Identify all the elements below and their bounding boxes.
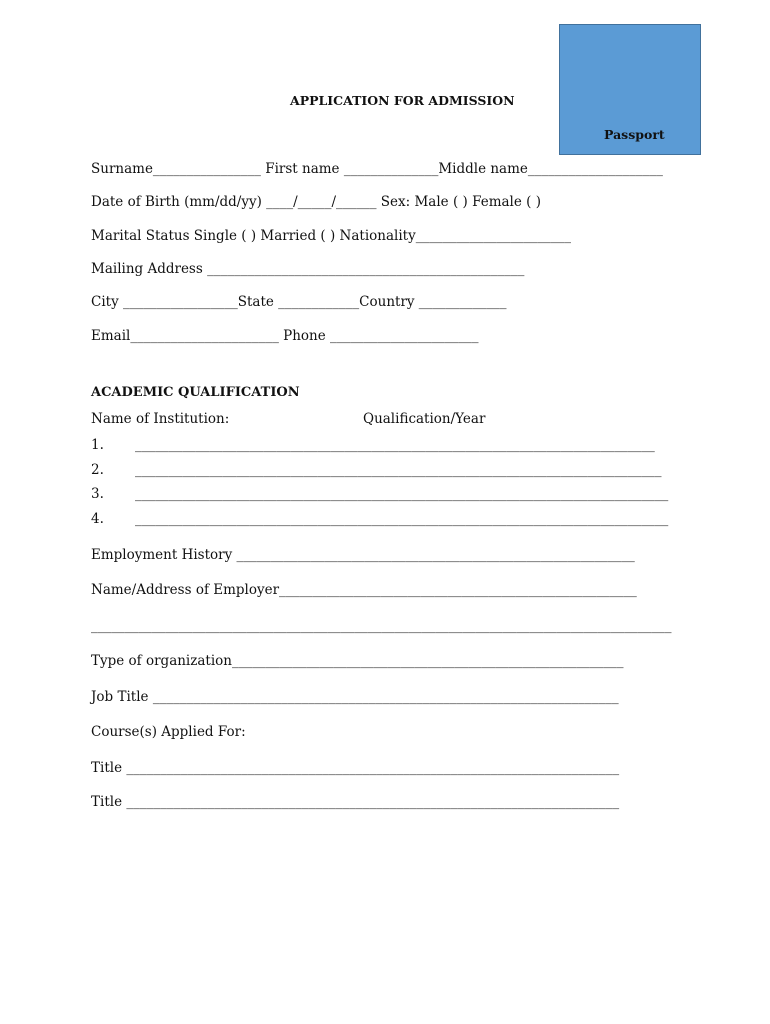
academic-row-3[interactable]	[91, 485, 668, 503]
marital-nationality-field-line[interactable]: Marital Status Single ( ) Married ( ) Nationality_______________________	[91, 228, 571, 244]
names-field-line[interactable]: Surname________________ First name ______________Middle name____________________	[91, 161, 663, 177]
row-number: 4.	[91, 511, 104, 527]
academic-section-heading: ACADEMIC QUALIFICATION	[91, 385, 300, 400]
row-number: 1.	[91, 437, 104, 453]
passport-photo-box	[559, 24, 701, 155]
academic-row-2[interactable]	[91, 461, 662, 479]
mailing-address-field-line[interactable]: Mailing Address _______________________________________________	[91, 261, 525, 277]
row-blank[interactable]: _______________________________________________________________________________	[135, 511, 669, 527]
row-number: 3.	[91, 486, 104, 502]
courses-applied-label: Course(s) Applied For:	[91, 724, 246, 740]
academic-row-1[interactable]	[91, 436, 655, 454]
organization-type-field-line[interactable]: Type of organization__________________________________________________________	[91, 653, 624, 669]
city-state-country-field-line[interactable]: City _________________State ____________Country _____________	[91, 294, 507, 310]
row-blank[interactable]: _____________________________________________________________________________	[135, 437, 655, 453]
qualification-column-header: Qualification/Year	[363, 411, 486, 427]
employment-history-field-line[interactable]: Employment History ___________________________________________________________	[91, 547, 635, 563]
course-title-1-field-line[interactable]: Title _________________________________________________________________________	[91, 760, 620, 776]
institution-column-header: Name of Institution:	[91, 411, 230, 427]
row-number: 2.	[91, 462, 104, 478]
course-title-2-field-line[interactable]: Title _________________________________________________________________________	[91, 794, 620, 810]
row-blank[interactable]: ______________________________________________________________________________	[135, 462, 662, 478]
academic-row-4[interactable]	[91, 510, 668, 528]
page-title: APPLICATION FOR ADMISSION	[290, 93, 515, 108]
email-phone-field-line[interactable]: Email______________________ Phone ______________________	[91, 328, 479, 344]
job-title-field-line[interactable]: Job Title _____________________________________________________________________	[91, 689, 619, 705]
dob-sex-field-line[interactable]: Date of Birth (mm/dd/yy) ____/_____/______ Sex: Male ( ) Female ( )	[91, 194, 541, 210]
passport-label: Passport	[604, 127, 665, 142]
employer-continuation-line[interactable]: ______________________________________________________________________________________	[91, 618, 672, 634]
employer-field-line[interactable]: Name/Address of Employer_____________________________________________________	[91, 582, 637, 598]
row-blank[interactable]: _______________________________________________________________________________	[135, 486, 669, 502]
